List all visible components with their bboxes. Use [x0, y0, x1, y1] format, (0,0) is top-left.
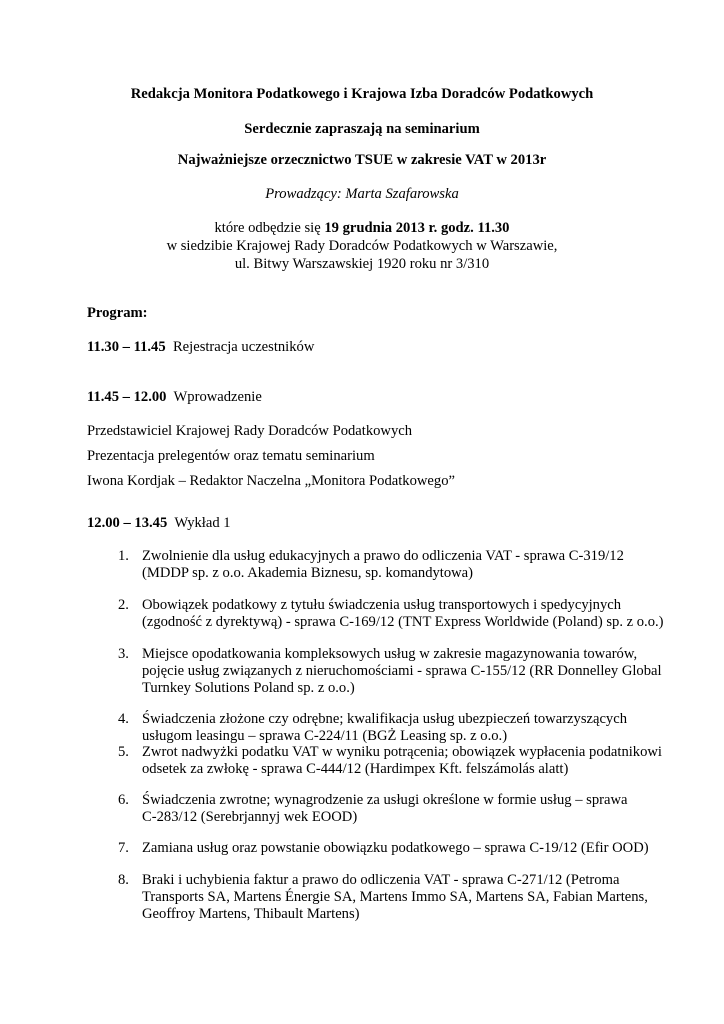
- list-item-line: usługom leasingu – sprawa C-224/11 (BGŻ Leasing sp. z o.o.): [142, 728, 508, 744]
- list-item-line: Zamiana usług oraz powstanie obowiązku podatkowego – sprawa C-19/12 (Efir OOD): [142, 840, 649, 856]
- slot-3-time: 12.00 – 13.45: [87, 515, 168, 531]
- list-item-line: odsetek za zwłokę - sprawa C-444/12 (Hardimpex Kft. felszámolás alatt): [142, 761, 569, 777]
- list-item-line: Obowiązek podatkowy z tytułu świadczenia usług transportowych i spedycyjnych: [142, 597, 622, 613]
- program-slot-3: [87, 515, 231, 532]
- list-item-line: Geoffroy Martens, Thibault Martens): [142, 906, 360, 922]
- list-item-line: Transports SA, Martens Énergie SA, Martens Immo SA, Martens SA, Fabian Martens,: [142, 889, 648, 905]
- intro-line-3: Iwona Kordjak – Redaktor Naczelna „Monitora Podatkowego”: [87, 473, 455, 489]
- list-item-number: 8.: [118, 872, 129, 888]
- program-heading: Program:: [87, 305, 148, 321]
- list-item-number: 5.: [118, 744, 129, 760]
- list-item-line: Zwrot nadwyżki podatku VAT w wyniku potrącenia; obowiązek wypłacenia podatnikowi: [142, 744, 662, 760]
- slot-3-label: Wykład 1: [174, 515, 231, 531]
- slot-2-label: Wprowadzenie: [173, 389, 262, 405]
- list-item-number: 3.: [118, 646, 129, 662]
- list-item-line: Zwolnienie dla usług edukacyjnych a prawo do odliczenia VAT - sprawa C-319/12: [142, 548, 624, 564]
- date-time: 19 grudnia 2013 r. godz. 11.30: [324, 220, 510, 236]
- list-item-line: C-283/12 (Serebrjannyj wek EOOD): [142, 809, 358, 825]
- intro-line-1: Przedstawiciel Krajowej Rady Doradców Podatkowych: [87, 423, 413, 439]
- organizers-line: Redakcja Monitora Podatkowego i Krajowa Izba Doradców Podatkowych: [130, 86, 594, 102]
- list-item-line: Świadczenia zwrotne; wynagrodzenie za usługi określone w formie usług – sprawa: [142, 792, 628, 808]
- date-prefix: które odbędzie się: [214, 220, 325, 236]
- list-item-line: (MDDP sp. z o.o. Akademia Biznesu, sp. komandytowa): [142, 565, 474, 581]
- venue-line-2: ul. Bitwy Warszawskiej 1920 roku nr 3/310: [234, 256, 490, 272]
- host-line: Prowadzący: Marta Szafarowska: [265, 186, 459, 202]
- intro-line-2: Prezentacja prelegentów oraz tematu seminarium: [87, 448, 375, 464]
- list-item-number: 6.: [118, 792, 129, 808]
- venue-line-1: w siedzibie Krajowej Rady Doradców Podatkowych w Warszawie,: [166, 238, 558, 254]
- list-item-line: (zgodność z dyrektywą) - sprawa C-169/12 (TNT Express Worldwide (Poland) sp. z o.o.): [142, 614, 664, 630]
- list-item-line: Braki i uchybienia faktur a prawo do odliczenia VAT - sprawa C-271/12 (Petroma: [142, 872, 620, 888]
- date-line: [0, 220, 724, 237]
- list-item-number: 2.: [118, 597, 129, 613]
- program-slot-2: [87, 389, 262, 406]
- slot-1-time: 11.30 – 11.45: [87, 339, 166, 355]
- seminar-title: Najważniejsze orzecznictwo TSUE w zakresie VAT w 2013r: [177, 152, 547, 168]
- list-item-number: 4.: [118, 711, 129, 727]
- program-slot-1: [87, 339, 314, 356]
- slot-2-time: 11.45 – 12.00: [87, 389, 167, 405]
- list-item-line: Świadczenia złożone czy odrębne; kwalifikacja usług ubezpieczeń towarzyszących: [142, 711, 628, 727]
- list-item-number: 1.: [118, 548, 129, 564]
- slot-1-label: Rejestracja uczestników: [172, 339, 315, 355]
- list-item-number: 7.: [118, 840, 129, 856]
- list-item-line: pojęcie usług związanych z nieruchomościami - sprawa C-155/12 (RR Donnelley Global: [142, 663, 662, 679]
- list-item-line: Miejsce opodatkowania kompleksowych usług w zakresie magazynowania towarów,: [142, 646, 638, 662]
- list-item-line: Turnkey Solutions Poland sp. z o.o.): [142, 680, 355, 696]
- invitation-line: Serdecznie zapraszają na seminarium: [244, 121, 480, 137]
